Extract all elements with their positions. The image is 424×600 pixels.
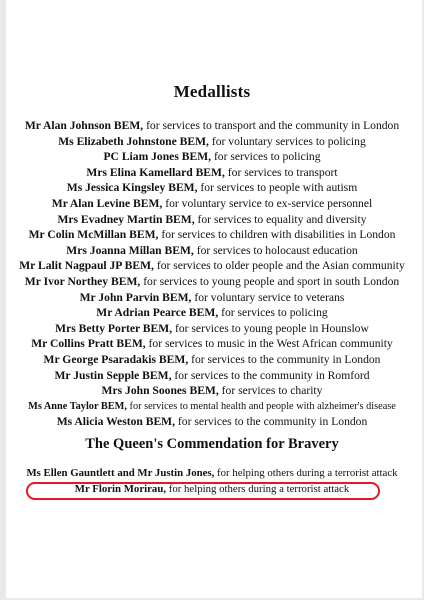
list-item — [0, 274, 424, 290]
list-item — [0, 134, 424, 150]
page-title: Medallists — [173, 82, 251, 101]
recipient-name: Mr Colin McMillan BEM, — [28, 228, 159, 242]
recipient-name: Mr John Parvin BEM, — [79, 290, 192, 304]
recipient-citation: for services to policing — [211, 150, 321, 164]
list-item — [0, 368, 424, 384]
recipient-citation: for services to people with autism — [197, 181, 358, 195]
recipient-name: Mr Ivor Northey BEM, — [24, 274, 141, 288]
recipient-citation: for services to policing — [218, 306, 328, 320]
recipient-name: Ms Elizabeth Johnstone BEM, — [58, 134, 209, 148]
recipient-citation: for voluntary services to policing — [208, 134, 366, 148]
list-item — [0, 118, 424, 134]
recipient-name: Mr George Psaradakis BEM, — [43, 352, 189, 366]
recipient-name: Mr Lalit Nagpaul JP BEM, — [19, 259, 154, 273]
recipient-name: Mrs Joanna Millan BEM, — [66, 243, 194, 257]
recipient-citation: for services to transport and the community in London — [143, 119, 400, 132]
recipient-citation: for helping others during a terrorist attack — [166, 482, 350, 495]
recipient-name: Mrs John Soones BEM, — [101, 384, 219, 398]
list-item — [0, 321, 424, 337]
list-item — [0, 212, 424, 228]
list-item — [0, 243, 424, 259]
recipient-citation: for voluntary service to ex-service personnel — [162, 196, 373, 210]
red-highlight-annotation — [26, 482, 380, 500]
recipient-citation: for services to young people and sport in south London — [140, 274, 400, 288]
recipient-citation: for services to transport — [224, 165, 338, 179]
list-item — [0, 305, 424, 321]
list-item — [0, 258, 424, 274]
recipient-name: Mr Adrian Pearce BEM, — [96, 306, 219, 320]
bravery-heading: The Queen's Commendation for Bravery — [85, 436, 339, 452]
recipient-name: Mrs Elina Kamellard BEM, — [86, 165, 225, 179]
list-item — [0, 165, 424, 181]
list-item — [0, 383, 424, 399]
recipient-name: Mr Justin Sepple BEM, — [54, 368, 172, 382]
recipient-citation: for services to children with disabilities in London — [158, 228, 396, 242]
recipient-citation: for services to older people and the Asian community — [153, 259, 405, 273]
recipient-name: Mrs Betty Porter BEM, — [55, 321, 173, 335]
list-item — [0, 336, 424, 352]
list-item — [0, 399, 424, 415]
recipient-name: Mr Alan Johnson BEM, — [24, 119, 144, 132]
recipient-name: Mrs Evadney Martin BEM, — [57, 212, 195, 226]
list-item — [0, 227, 424, 243]
recipient-name: Ms Jessica Kingsley BEM, — [66, 181, 198, 195]
recipient-citation: for services to the community in London — [175, 415, 368, 429]
recipient-citation: for services to the community in Romford — [171, 368, 370, 382]
list-item — [0, 196, 424, 212]
recipient-name: Mr Alan Levine BEM, — [51, 196, 163, 210]
list-item — [0, 466, 424, 482]
list-item — [0, 352, 424, 368]
list-item — [0, 149, 424, 165]
recipient-name: PC Liam Jones BEM, — [103, 150, 212, 164]
recipient-citation: for services to music in the West African community — [145, 337, 393, 351]
list-item — [0, 414, 424, 430]
recipient-name: Ms Ellen Gauntlett and Mr Justin Jones, — [26, 467, 215, 479]
recipient-name: Ms Anne Taylor BEM, — [28, 400, 127, 412]
recipient-citation: for services to young people in Hounslow — [172, 321, 369, 335]
recipient-name: Mr Florin Morirau, — [74, 482, 167, 495]
list-item — [0, 290, 424, 306]
recipient-name: Ms Alicia Weston BEM, — [56, 415, 176, 429]
recipient-citation: for services to charity — [218, 384, 323, 398]
recipient-citation: for services to mental health and people with alzheimer's disease — [126, 400, 396, 412]
recipient-citation: for helping others during a terrorist attack — [214, 467, 398, 479]
recipient-citation: for services to holocaust education — [193, 243, 358, 257]
recipient-name: Mr Collins Pratt BEM, — [31, 337, 146, 351]
medallists-list — [0, 118, 424, 430]
recipient-citation: for voluntary service to veterans — [191, 290, 345, 304]
list-item — [0, 180, 424, 196]
recipient-citation: for services to equality and diversity — [194, 212, 367, 226]
recipient-citation: for services to the community in London — [188, 352, 381, 366]
